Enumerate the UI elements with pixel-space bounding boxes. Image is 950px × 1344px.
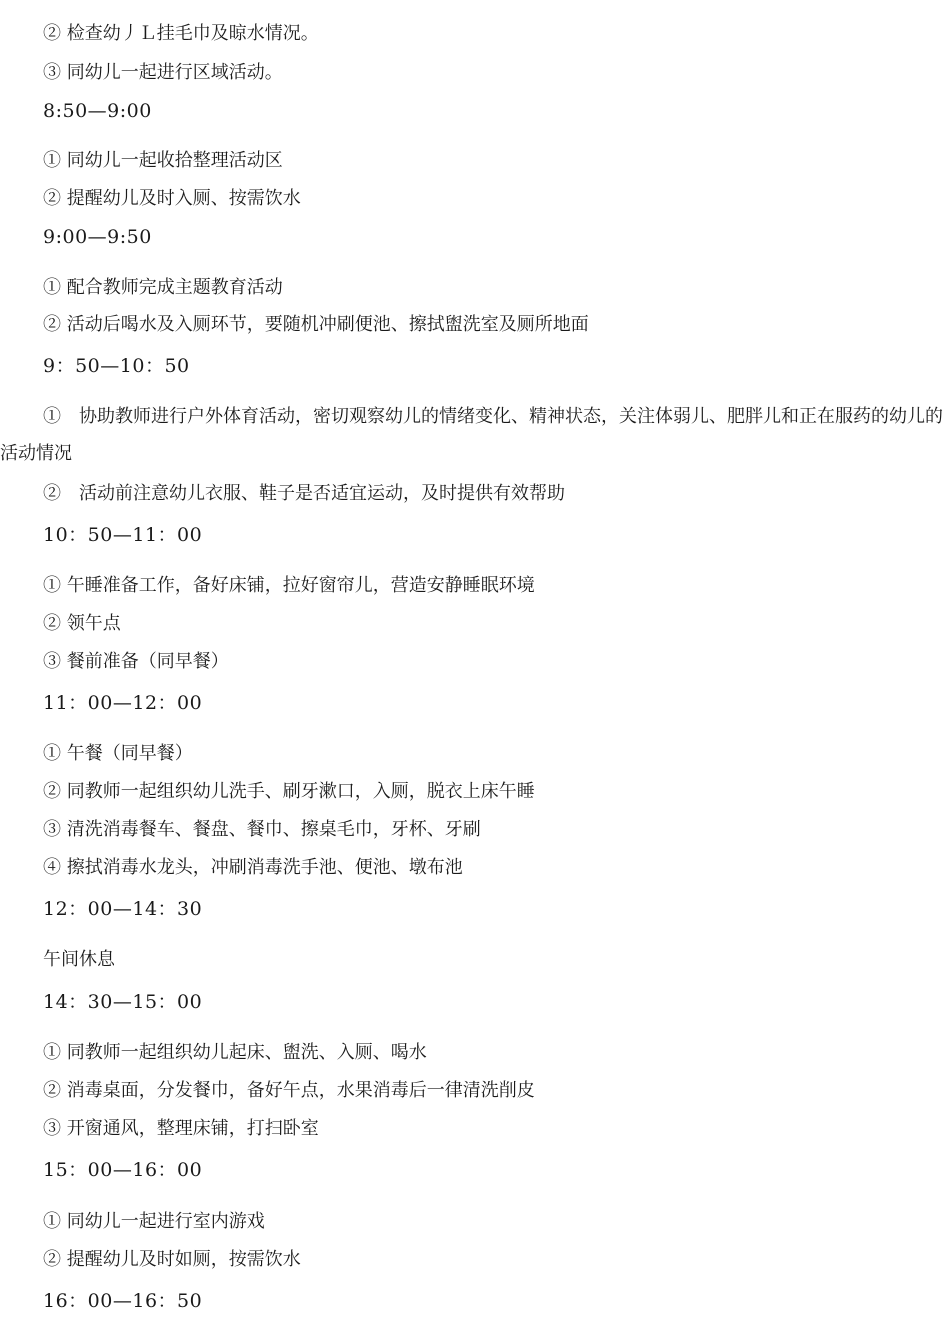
list-item: ② 活动前注意幼儿衣服、鞋子是否适宜运动，及时提供有效帮助 bbox=[43, 483, 565, 504]
list-item: ① 午睡准备工作，备好床铺，拉好窗帘儿，营造安静睡眠环境 bbox=[43, 575, 535, 596]
time-slot-heading: 9：50—10：50 bbox=[43, 355, 190, 377]
list-item: ② 检查幼丿Ｌ挂毛巾及晾水情况。 bbox=[43, 23, 319, 44]
list-item: ① 同幼儿一起收拾整理活动区 bbox=[43, 150, 283, 171]
list-item-paragraph: ① 协助教师进行户外体育活动，密切观察幼儿的情绪变化、精神状态，关注体弱儿、肥胖儿和正在服药的幼儿的活动情况 bbox=[0, 406, 943, 464]
list-item: 午间休息 bbox=[43, 949, 115, 970]
list-item: ① 同教师一起组织幼儿起床、盥洗、入厕、喝水 bbox=[43, 1042, 427, 1063]
list-item: ① 配合教师完成主题教育活动 bbox=[43, 277, 283, 298]
time-slot-heading: 14：30—15：00 bbox=[43, 991, 203, 1013]
list-item: ② 领午点 bbox=[43, 613, 121, 634]
time-slot-heading: 15：00—16：00 bbox=[43, 1159, 203, 1181]
time-slot-heading: 12：00—14：30 bbox=[43, 898, 203, 920]
list-item: ④ 擦拭消毒水龙头，冲刷消毒洗手池、便池、墩布池 bbox=[43, 857, 463, 878]
list-item: ② 消毒桌面，分发餐巾，备好午点，水果消毒后一律清洗削皮 bbox=[43, 1080, 535, 1101]
list-item: ③ 同幼儿一起进行区域活动。 bbox=[43, 62, 283, 83]
list-item: ① 午餐（同早餐） bbox=[43, 743, 193, 764]
list-item: ② 提醒幼儿及时入厕、按需饮水 bbox=[43, 188, 301, 209]
time-slot-heading: 9:00—9:50 bbox=[43, 226, 152, 248]
time-slot-heading: 16：00—16：50 bbox=[43, 1290, 203, 1312]
list-item: ② 提醒幼儿及时如厕，按需饮水 bbox=[43, 1249, 301, 1270]
list-item: ③ 开窗通风，整理床铺，打扫卧室 bbox=[43, 1118, 319, 1139]
list-item: ① 同幼儿一起进行室内游戏 bbox=[43, 1211, 265, 1232]
list-item: ② 活动后喝水及入厕环节，要随机冲刷便池、擦拭盥洗室及厕所地面 bbox=[43, 314, 589, 335]
time-slot-heading: 10：50—11：00 bbox=[43, 524, 203, 546]
time-slot-heading: 11：00—12：00 bbox=[43, 692, 203, 714]
time-slot-heading: 8:50—9:00 bbox=[43, 100, 152, 122]
list-item: ③ 餐前准备（同早餐） bbox=[43, 651, 229, 672]
list-item: ③ 清洗消毒餐车、餐盘、餐巾、擦桌毛巾，牙杯、牙刷 bbox=[43, 819, 481, 840]
list-item: ② 同教师一起组织幼儿洗手、刷牙漱口，入厕，脱衣上床午睡 bbox=[43, 781, 535, 802]
